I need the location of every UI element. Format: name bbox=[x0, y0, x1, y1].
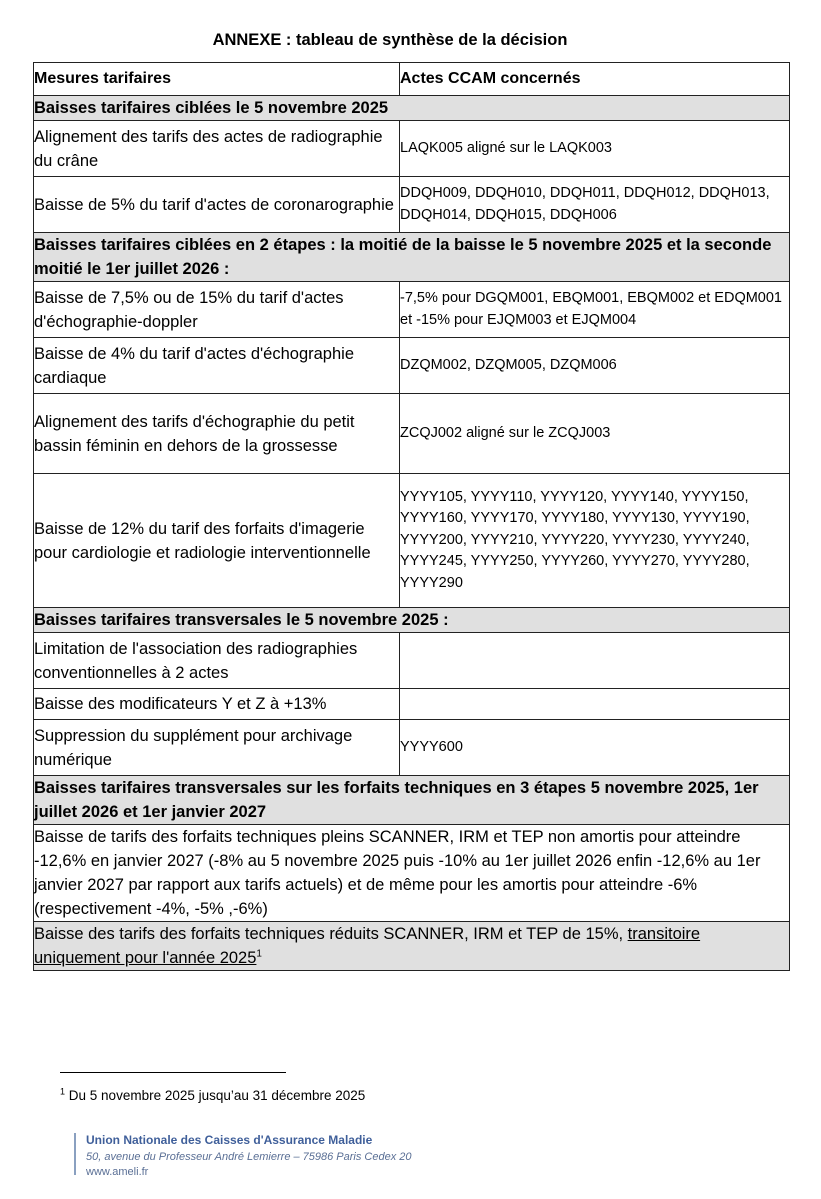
measure-cell: Baisse de 7,5% ou de 15% du tarif d'actes d'échographie-doppler bbox=[34, 282, 400, 338]
section-heading: Baisses tarifaires ciblées le 5 novembre 2025 bbox=[34, 96, 790, 121]
table-row bbox=[34, 825, 790, 922]
footnote-separator bbox=[60, 1072, 286, 1073]
footer-website[interactable]: www.ameli.fr bbox=[86, 1166, 149, 1178]
acts-cell bbox=[400, 689, 790, 720]
measure-cell: Suppression du supplément pour archivage numérique bbox=[34, 720, 400, 776]
measure-cell: Baisse de 5% du tarif d'actes de coronarographie bbox=[34, 177, 400, 233]
final-row-underlined: transitoire uniquement pour l'année 2025 bbox=[34, 925, 701, 967]
table-row bbox=[34, 121, 790, 177]
table-row bbox=[34, 338, 790, 394]
synthesis-table bbox=[33, 62, 790, 971]
table-row bbox=[34, 633, 790, 689]
table-row bbox=[34, 689, 790, 720]
page-title: ANNEXE : tableau de synthèse de la décision bbox=[212, 31, 568, 49]
measure-cell: Limitation de l'association des radiographies conventionnelles à 2 actes bbox=[34, 633, 400, 689]
table-row bbox=[34, 177, 790, 233]
footnote-marker: 1 bbox=[60, 1086, 66, 1097]
footer-org: Union Nationale des Caisses d'Assurance Maladie bbox=[86, 1133, 373, 1147]
acts-cell: DDQH009, DDQH010, DDQH011, DDQH012, DDQH013, DDQH014, DDQH015, DDQH006 bbox=[400, 177, 790, 233]
footnote bbox=[60, 1088, 365, 1103]
acts-cell: ZCQJ002 aligné sur le ZCQJ003 bbox=[400, 394, 790, 474]
section-heading: Baisses tarifaires transversales le 5 novembre 2025 : bbox=[34, 608, 790, 633]
acts-cell: LAQK005 aligné sur le LAQK003 bbox=[400, 121, 790, 177]
table-row bbox=[34, 282, 790, 338]
measure-cell: Baisse des modificateurs Y et Z à +13% bbox=[34, 689, 400, 720]
logo-bar bbox=[74, 1133, 76, 1175]
final-row-text: Baisse des tarifs des forfaits techniques réduits SCANNER, IRM et TEP de 15%, bbox=[34, 925, 628, 943]
table-row bbox=[34, 922, 790, 971]
section-heading: Baisses tarifaires ciblées en 2 étapes : la moitié de la baisse le 5 novembre 2025 et la seconde moitié le 1er juillet 2026 : bbox=[34, 233, 790, 282]
measure-cell: Baisse de 4% du tarif d'actes d'échographie cardiaque bbox=[34, 338, 400, 394]
footnote-text: Du 5 novembre 2025 jusqu’au 31 décembre 2025 bbox=[68, 1088, 366, 1103]
measure-cell: Baisse de 12% du tarif des forfaits d'imagerie pour cardiologie et radiologie interventionnelle bbox=[34, 474, 400, 608]
table-header-row bbox=[34, 63, 790, 96]
measure-cell: Alignement des tarifs des actes de radiographie du crâne bbox=[34, 121, 400, 177]
acts-cell: -7,5% pour DGQM001, EBQM001, EBQM002 et EDQM001 et -15% pour EJQM003 et EJQM004 bbox=[400, 282, 790, 338]
table-row bbox=[34, 474, 790, 608]
section-heading: Baisses tarifaires transversales sur les forfaits techniques en 3 étapes 5 novembre 2025, 1er juillet 2026 et 1er janvier 2027 bbox=[34, 776, 790, 825]
measure-cell: Baisse de tarifs des forfaits techniques pleins SCANNER, IRM et TEP non amortis pour atteindre -12,6% en janvier 2027 (-8% au 5 novembre 2025 puis -10% au 1er juillet 2026 enfin -12,6% au 1er janvier 2027 par rapport aux tarifs actuels) et de même pour les amortis pour atteindre -6% (respectivement -4%, -5% ,-6%) bbox=[34, 825, 790, 922]
footer-address: 50, avenue du Professeur André Lemierre – 75986 Paris Cedex 20 bbox=[86, 1151, 412, 1163]
measure-cell: Alignement des tarifs d'échographie du petit bassin féminin en dehors de la grossesse bbox=[34, 394, 400, 474]
measure-cell bbox=[34, 922, 790, 971]
acts-cell bbox=[400, 633, 790, 689]
table-row bbox=[34, 394, 790, 474]
footnote-ref: 1 bbox=[256, 948, 262, 960]
acts-cell: YYYY105, YYYY110, YYYY120, YYYY140, YYYY150, YYYY160, YYYY170, YYYY180, YYYY130, YYYY190, YYYY200, YYYY210, YYYY220, YYYY230, YYYY240, YYYY245, YYYY250, YYYY260, YYYY270, YYYY280, YYYY290 bbox=[400, 474, 790, 608]
acts-cell: YYYY600 bbox=[400, 720, 790, 776]
header-acts: Actes CCAM concernés bbox=[400, 63, 790, 96]
acts-cell: DZQM002, DZQM005, DZQM006 bbox=[400, 338, 790, 394]
header-measures: Mesures tarifaires bbox=[34, 63, 400, 96]
table-row bbox=[34, 720, 790, 776]
